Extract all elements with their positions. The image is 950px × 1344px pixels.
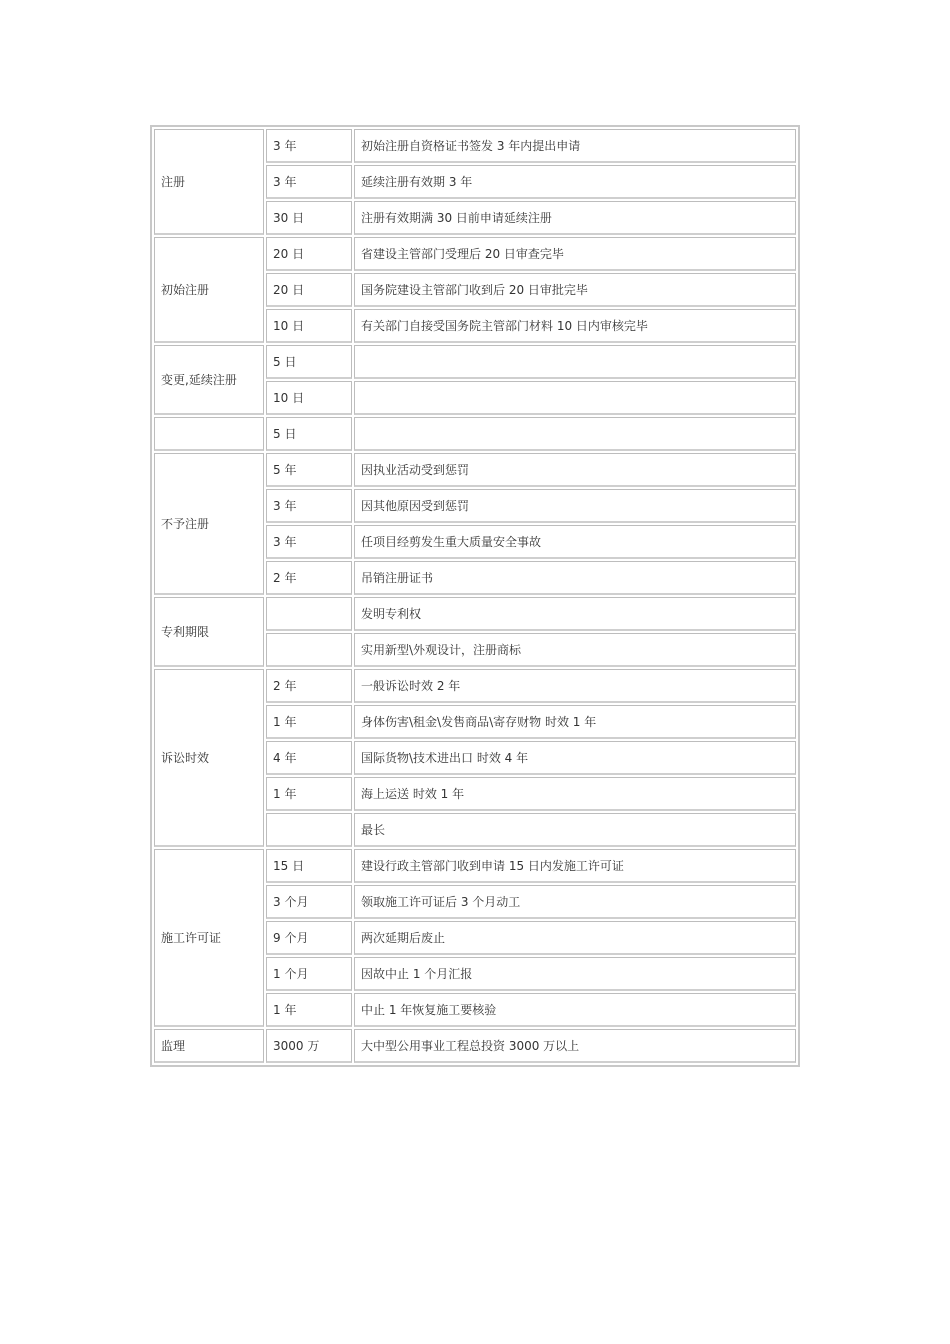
regulation-periods-table [150,125,800,1067]
period-cell: 1 年 [266,993,352,1027]
table-row [154,849,796,883]
description-cell: 省建设主管部门受理后 20 日审查完毕 [354,237,796,271]
period-cell: 3000 万 [266,1029,352,1063]
table-row [154,453,796,487]
table-row [154,1029,796,1063]
description-cell: 有关部门自接受国务院主管部门材料 10 日内审核完毕 [354,309,796,343]
period-cell: 5 日 [266,345,352,379]
period-cell: 20 日 [266,273,352,307]
period-cell: 1 年 [266,705,352,739]
description-cell: 国务院建设主管部门收到后 20 日审批完毕 [354,273,796,307]
description-cell: 注册有效期满 30 日前申请延续注册 [354,201,796,235]
description-cell: 因故中止 1 个月汇报 [354,957,796,991]
description-cell: 任项目经剪发生重大质量安全事故 [354,525,796,559]
description-cell: 大中型公用事业工程总投资 3000 万以上 [354,1029,796,1063]
description-cell: 领取施工许可证后 3 个月动工 [354,885,796,919]
period-cell [266,633,352,667]
category-cell: 专利期限 [154,597,264,667]
period-cell: 3 年 [266,489,352,523]
description-cell: 因执业活动受到惩罚 [354,453,796,487]
description-cell: 吊销注册证书 [354,561,796,595]
table-row [154,597,796,631]
description-cell: 两次延期后废止 [354,921,796,955]
category-cell: 施工许可证 [154,849,264,1027]
period-cell: 5 年 [266,453,352,487]
period-cell: 3 年 [266,525,352,559]
description-cell: 实用新型\外观设计，注册商标 [354,633,796,667]
category-cell: 初始注册 [154,237,264,343]
period-cell: 10 日 [266,309,352,343]
description-cell: 身体伤害\租金\发售商品\寄存财物 时效 1 年 [354,705,796,739]
description-cell: 最长 [354,813,796,847]
period-cell: 5 日 [266,417,352,451]
description-cell: 国际货物\技术进出口 时效 4 年 [354,741,796,775]
category-cell: 变更,延续注册 [154,345,264,415]
period-cell: 3 个月 [266,885,352,919]
description-cell [354,381,796,415]
category-cell: 监理 [154,1029,264,1063]
period-cell [266,813,352,847]
table-row [154,129,796,163]
periods-grid [152,127,798,1065]
period-cell: 2 年 [266,561,352,595]
description-cell [354,345,796,379]
description-cell: 海上运送 时效 1 年 [354,777,796,811]
period-cell: 1 年 [266,777,352,811]
period-cell: 2 年 [266,669,352,703]
period-cell: 10 日 [266,381,352,415]
period-cell [266,597,352,631]
period-cell: 3 年 [266,129,352,163]
table-row [154,345,796,379]
description-cell: 中止 1 年恢复施工要核验 [354,993,796,1027]
description-cell: 发明专利权 [354,597,796,631]
category-cell: 诉讼时效 [154,669,264,847]
period-cell: 15 日 [266,849,352,883]
category-cell: 不予注册 [154,453,264,595]
period-cell: 20 日 [266,237,352,271]
description-cell: 因其他原因受到惩罚 [354,489,796,523]
description-cell: 建设行政主管部门收到申请 15 日内发施工许可证 [354,849,796,883]
period-cell: 4 年 [266,741,352,775]
table-row [154,669,796,703]
table-row [154,417,796,451]
description-cell [354,417,796,451]
description-cell: 初始注册自资格证书签发 3 年内提出申请 [354,129,796,163]
period-cell: 30 日 [266,201,352,235]
category-cell: 注册 [154,129,264,235]
period-cell: 9 个月 [266,921,352,955]
period-cell: 3 年 [266,165,352,199]
table-row [154,237,796,271]
category-cell [154,417,264,451]
period-cell: 1 个月 [266,957,352,991]
description-cell: 延续注册有效期 3 年 [354,165,796,199]
description-cell: 一般诉讼时效 2 年 [354,669,796,703]
